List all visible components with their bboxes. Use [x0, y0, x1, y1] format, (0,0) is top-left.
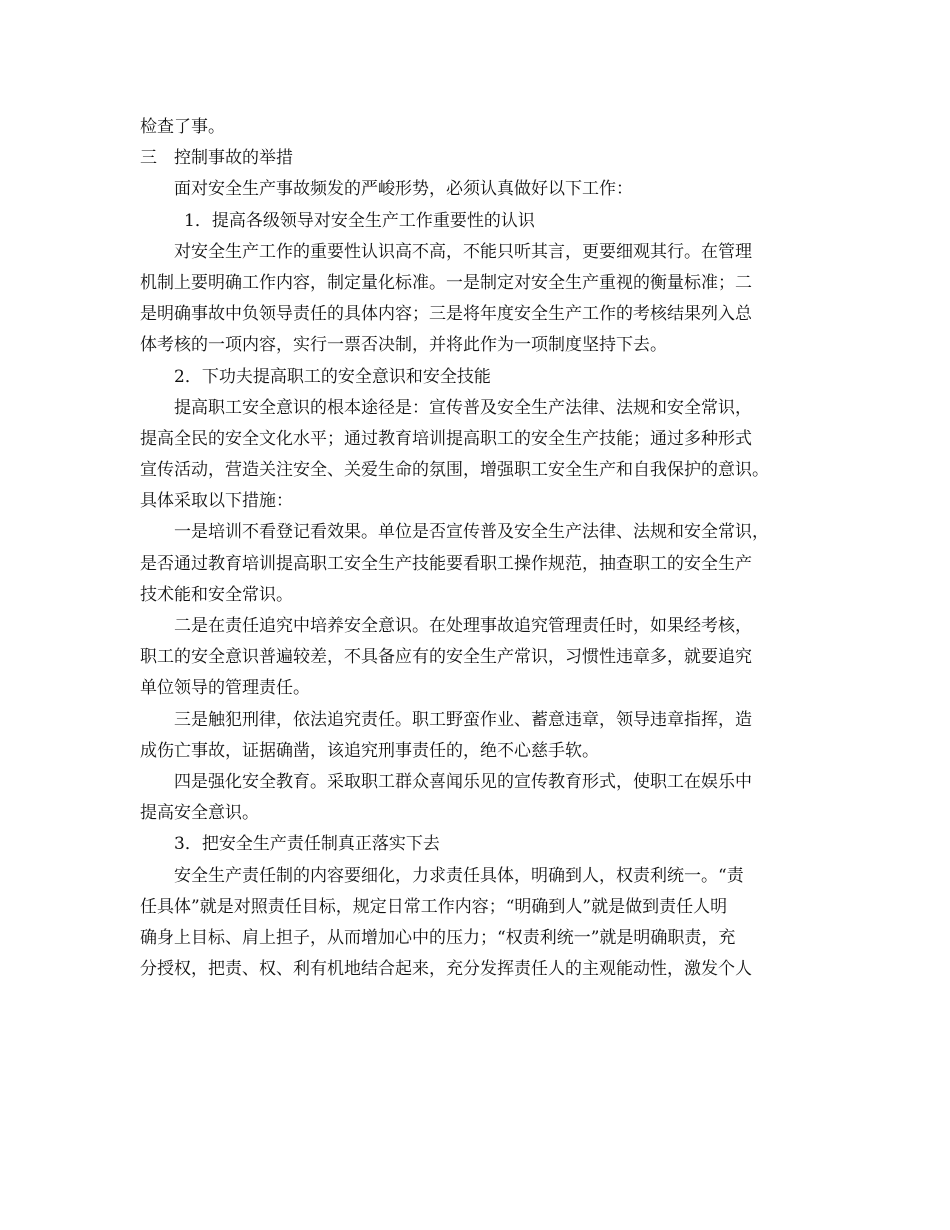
- text-line: 宣传活动，营造关注安全、关爱生命的氛围，增强职工安全生产和自我保护的意识。: [140, 460, 769, 481]
- subheading-1: 1．提高各级领导对安全生产工作重要性的认识: [184, 210, 535, 231]
- text-line: 提高安全意识。: [140, 803, 259, 824]
- text-line: 确身上目标、肩上担子，从而增加心中的压力；“权责利统一”就是明确职责，充: [140, 927, 736, 948]
- subheading-3: 3．把安全生产责任制真正落实下去: [174, 834, 440, 855]
- text-line: 安全生产责任制的内容要细化，力求责任具体，明确到人，权责利统一。“责: [174, 865, 744, 886]
- text-line: 一是培训不看登记看效果。单位是否宣传普及安全生产法律、法规和安全常识，: [174, 522, 769, 543]
- document-body: [140, 112, 820, 985]
- section-heading: 三 控制事故的举措: [140, 148, 293, 169]
- text-line: 是否通过教育培训提高职工安全生产技能要看职工操作规范，抽查职工的安全生产: [140, 553, 752, 574]
- text-line: 体考核的一项内容，实行一票否决制，并将此作为一项制度坚持下去。: [140, 335, 667, 356]
- text-line: 技术能和安全常识。: [140, 584, 293, 605]
- text-line: 面对安全生产事故频发的严峻形势，必须认真做好以下工作：: [174, 179, 633, 200]
- text-line: 职工的安全意识普遍较差，不具备应有的安全生产常识，习惯性违章多，就要追究: [140, 647, 752, 668]
- text-line: 分授权，把责、权、利有机地结合起来，充分发挥责任人的主观能动性，激发个人: [140, 959, 752, 980]
- text-line: 提高职工安全意识的根本途径是：宣传普及安全生产法律、法规和安全常识，: [174, 397, 752, 418]
- text-line: 是明确事故中负领导责任的具体内容；三是将年度安全生产工作的考核结果列入总: [140, 304, 752, 325]
- text-line: 四是强化安全教育。采取职工群众喜闻乐见的宣传教育形式，使职工在娱乐中: [174, 771, 752, 792]
- text-line: 检查了事。: [140, 117, 225, 137]
- text-line: 具体采取以下措施：: [140, 491, 293, 512]
- subheading-2: 2．下功夫提高职工的安全意识和安全技能: [174, 366, 491, 387]
- text-line: 对安全生产工作的重要性认识高不高，不能只听其言，更要细观其行。在管理: [174, 241, 752, 262]
- text-line: 成伤亡事故，证据确凿，该追究刑事责任的，绝不心慈手软。: [140, 740, 599, 761]
- text-line: 任具体”就是对照责任目标，规定日常工作内容；“明确到人”就是做到责任人明: [140, 896, 728, 917]
- text-line: 提高全民的安全文化水平；通过教育培训提高职工的安全生产技能；通过多种形式: [140, 428, 752, 449]
- text-line: 三是触犯刑律，依法追究责任。职工野蛮作业、蓄意违章，领导违章指挥，造: [174, 709, 752, 730]
- text-line: 单位领导的管理责任。: [140, 678, 310, 699]
- text-line: 二是在责任追究中培养安全意识。在处理事故追究管理责任时，如果经考核，: [174, 616, 752, 636]
- text-line: 机制上要明确工作内容，制定量化标准。一是制定对安全生产重视的衡量标准；二: [140, 272, 752, 293]
